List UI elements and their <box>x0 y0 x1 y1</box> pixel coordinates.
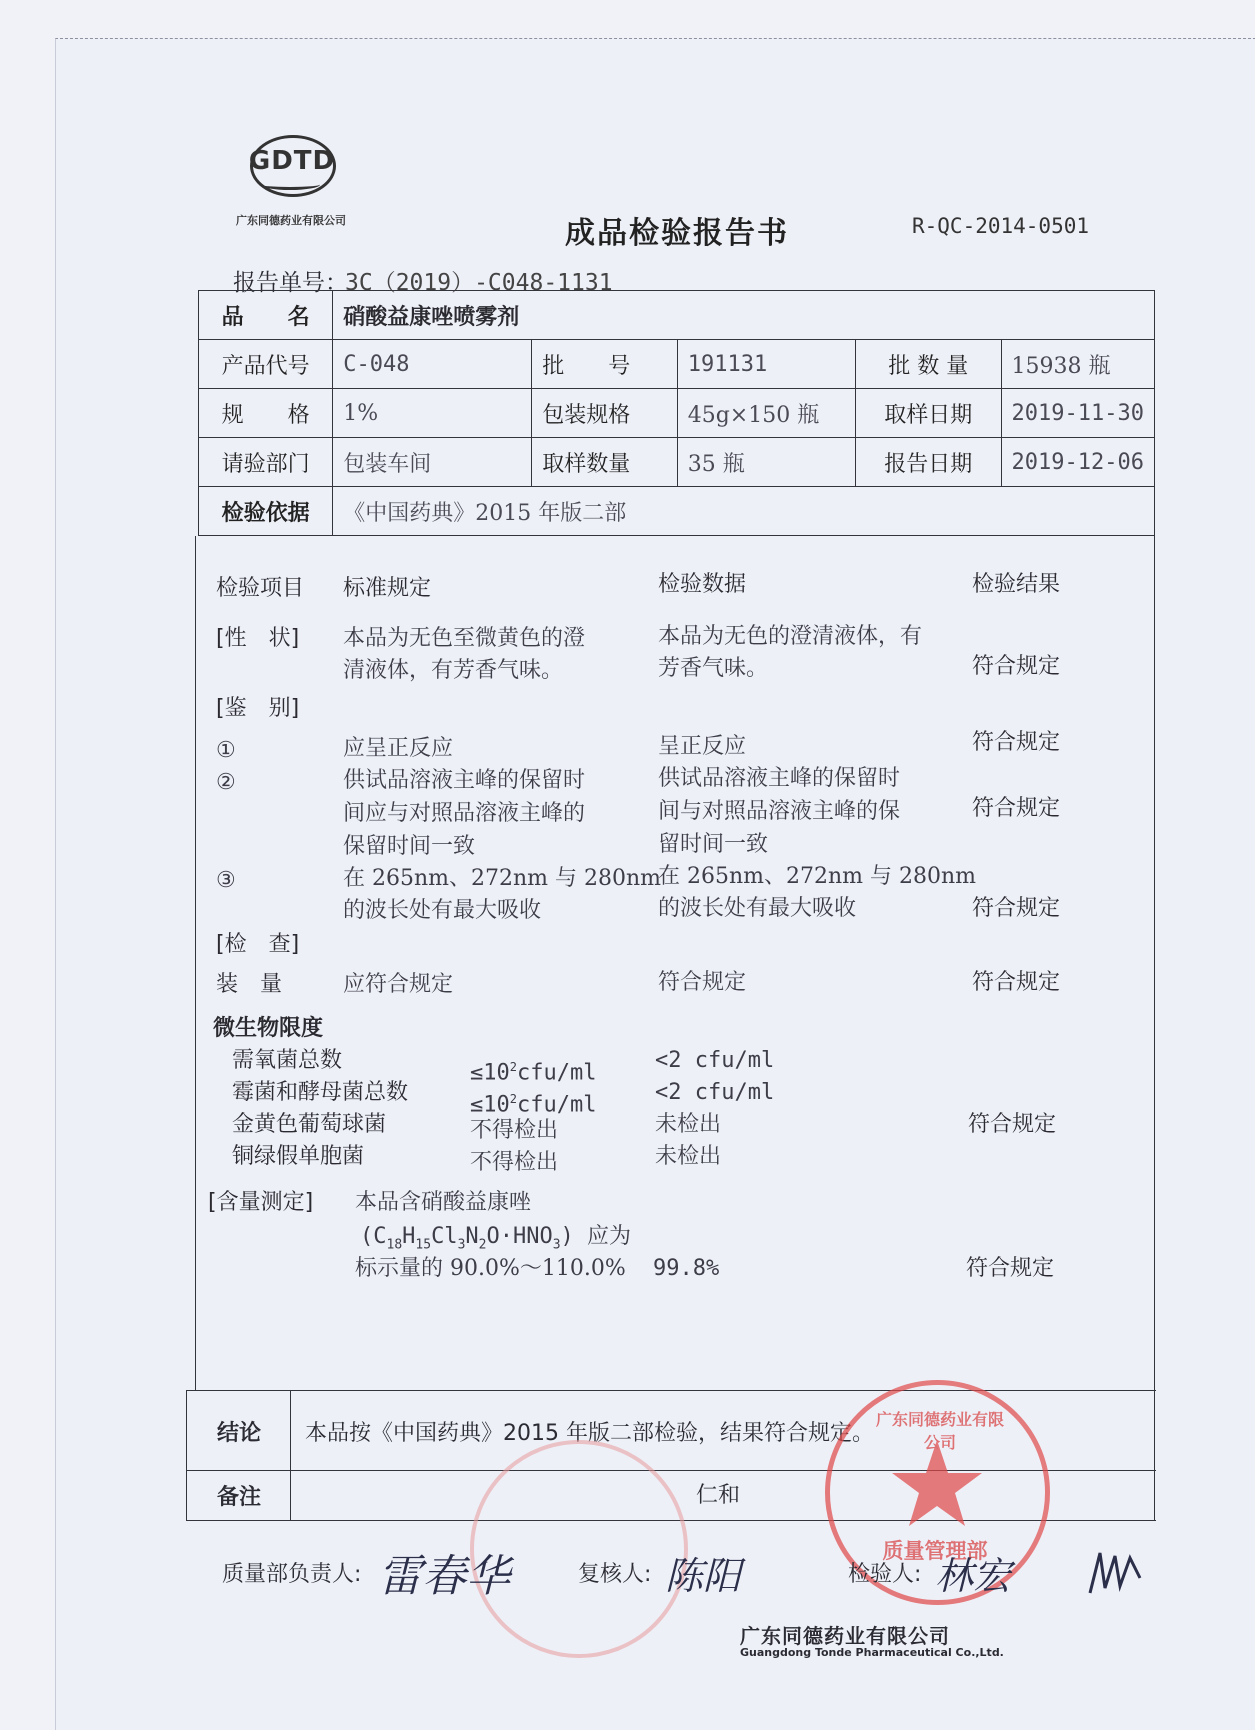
divider <box>1154 1390 1155 1520</box>
ident3-number: ③ <box>216 868 236 893</box>
ident2-standard: 保留时间一致 <box>343 834 476 859</box>
assay-standard: 本品含硝酸益康唑 <box>355 1190 532 1215</box>
logo-text: GDTD <box>248 146 336 176</box>
table-row <box>199 340 1155 389</box>
aerobic-data: <2 cfu/ml <box>655 1048 775 1073</box>
mold-std-unit: cfu/ml <box>516 1092 597 1118</box>
assay-result: 符合规定 <box>966 1256 1055 1281</box>
footer-company-en: Guangdong Tonde Pharmaceutical Co.,Ltd. <box>740 1646 1004 1659</box>
aerobic-std-prefix: ≤10 <box>470 1060 510 1086</box>
ident1-standard: 应呈正反应 <box>343 736 454 761</box>
mold-std-exp: 2 <box>509 1092 517 1106</box>
appearance-standard: 本品为无色至微黄色的澄 <box>343 626 586 651</box>
ident2-standard: 供试品溶液主峰的保留时 <box>343 768 586 793</box>
divider <box>290 1390 291 1520</box>
product-code-label: 产品代号 <box>199 340 333 389</box>
batch-qty-label: 批 数 量 <box>855 340 1001 389</box>
logo-wave-icon <box>260 179 320 190</box>
qa-head-signature: 雷春华 <box>378 1551 510 1602</box>
sample-qty-label: 取样数量 <box>532 438 678 487</box>
footer-company-cn: 广东同德药业有限公司 <box>740 1624 950 1648</box>
fill-result: 符合规定 <box>972 970 1061 995</box>
product-name-label: 品 名 <box>199 291 333 340</box>
report-no-label: 报告单号： <box>233 270 348 296</box>
ident3-standard: 的波长处有最大吸收 <box>343 898 542 923</box>
ident3-data: 的波长处有最大吸收 <box>658 896 857 921</box>
sample-date-label: 取样日期 <box>855 389 1001 438</box>
ident2-result: 符合规定 <box>972 796 1061 821</box>
stamp-department: 质量管理部 <box>882 1539 988 1563</box>
conclusion-text: 本品按《中国药典》2015 年版二部检验，结果符合规定。 <box>305 1421 874 1446</box>
assay-suffix: 应为 <box>587 1224 632 1249</box>
ident1-number: ① <box>216 738 236 763</box>
fill-data: 符合规定 <box>658 970 747 995</box>
stamp-company: 广东同德药业有限公司 <box>875 1410 1004 1452</box>
appearance-data: 芳香气味。 <box>658 656 769 681</box>
assay-data: 99.8% <box>653 1256 720 1281</box>
spec-label: 规 格 <box>199 389 333 438</box>
ident2-standard: 间应与对照品溶液主峰的 <box>343 801 586 826</box>
identification-label: [鉴 别] <box>216 696 300 721</box>
qa-head-label: 质量部负责人: <box>222 1562 362 1587</box>
table-row <box>199 438 1155 487</box>
logo-company-name: 广东同德药业有限公司 <box>236 214 346 227</box>
conclusion-label: 结论 <box>217 1421 262 1446</box>
assay-standard: 标示量的 90.0%～110.0% <box>355 1256 626 1281</box>
aerobic-std-exp: 2 <box>509 1060 517 1074</box>
assay-formula: $(C_{18}H_{15}Cl_3N_2O\cdot HNO_3)$ 应为 <box>360 1224 632 1253</box>
product-info-table <box>198 290 1155 536</box>
inspector-signature: 林宏 <box>935 1554 1012 1598</box>
appearance-result: 符合规定 <box>972 654 1061 679</box>
ident2-data: 留时间一致 <box>658 832 769 857</box>
fill-label: 装 量 <box>216 972 283 997</box>
dept-value: 包装车间 <box>333 438 532 487</box>
document-title: 成品检验报告书 <box>565 216 789 251</box>
pseudo-data: 未检出 <box>655 1144 722 1169</box>
spec-value: 1% <box>333 389 532 438</box>
report-date-value: 2019-12-06 <box>1001 438 1154 487</box>
col-result-header: 检验结果 <box>972 572 1061 597</box>
dept-label: 请验部门 <box>199 438 333 487</box>
sample-date-value: 2019-11-30 <box>1001 389 1154 438</box>
reviewer-signature: 陈阳 <box>665 1554 742 1598</box>
remark-label: 备注 <box>217 1485 262 1510</box>
report-date-label: 报告日期 <box>855 438 1001 487</box>
ident2-data: 间与对照品溶液主峰的保 <box>658 799 901 824</box>
staph-label: 金黄色葡萄球菌 <box>232 1112 387 1137</box>
table-row <box>199 487 1155 536</box>
mold-label: 霉菌和酵母菌总数 <box>232 1080 409 1105</box>
batch-qty-value: 15938 瓶 <box>1001 340 1154 389</box>
col-item-header: 检验项目 <box>216 576 305 601</box>
pseudo-standard: 不得检出 <box>470 1150 559 1175</box>
micro-label: 微生物限度 <box>213 1016 324 1041</box>
product-code-value: C-048 <box>333 340 532 389</box>
appearance-label: [性 状] <box>216 626 300 651</box>
ident1-result: 符合规定 <box>972 730 1061 755</box>
ident3-result: 符合规定 <box>972 896 1061 921</box>
package-label: 包装规格 <box>532 389 678 438</box>
inspector-label: 检验人: <box>848 1562 922 1587</box>
appearance-standard: 清液体，有芳香气味。 <box>343 658 564 683</box>
table-row <box>199 389 1155 438</box>
micro-result: 符合规定 <box>968 1112 1057 1137</box>
reviewer-label: 复核人: <box>578 1562 652 1587</box>
batch-no-label: 批 号 <box>532 340 678 389</box>
form-code: R-QC-2014-0501 <box>912 214 1090 238</box>
sample-qty-value: 35 瓶 <box>677 438 855 487</box>
report-no-value: 3C（2019）-C048-1131 <box>345 270 613 296</box>
aerobic-std-unit: cfu/ml <box>516 1060 597 1086</box>
ident3-standard: 在 265nm、272nm 与 280nm <box>343 866 662 891</box>
mold-data: <2 cfu/ml <box>655 1080 775 1105</box>
mold-std-prefix: ≤10 <box>470 1092 510 1118</box>
divider <box>186 1390 187 1520</box>
ident1-data: 呈正反应 <box>658 734 747 759</box>
company-logo <box>236 130 360 230</box>
ident2-number: ② <box>216 770 236 795</box>
ident3-data: 在 265nm、272nm 与 280nm <box>658 864 977 889</box>
pseudo-label: 铜绿假单胞菌 <box>232 1144 365 1169</box>
staph-standard: 不得检出 <box>470 1118 559 1143</box>
staph-data: 未检出 <box>655 1112 722 1137</box>
col-data-header: 检验数据 <box>658 572 747 597</box>
table-row <box>199 291 1155 340</box>
package-value: 45g×150 瓶 <box>677 389 855 438</box>
assay-label: [含量测定] <box>208 1190 314 1215</box>
appearance-data: 本品为无色的澄清液体，有 <box>658 624 923 649</box>
basis-value: 《中国药典》2015 年版二部 <box>333 487 1155 536</box>
basis-label: 检验依据 <box>199 487 333 536</box>
fill-standard: 应符合规定 <box>343 972 454 997</box>
product-name-value: 硝酸益康唑喷雾剂 <box>333 291 1155 340</box>
check-label: [检 查] <box>216 932 300 957</box>
inspector-initial-scribble-icon <box>1085 1548 1145 1598</box>
ident2-data: 供试品溶液主峰的保留时 <box>658 766 901 791</box>
remark-text: 仁和 <box>696 1483 741 1508</box>
aerobic-label: 需氧菌总数 <box>232 1048 343 1073</box>
col-standard-header: 标准规定 <box>343 576 432 601</box>
batch-no-value: 191131 <box>677 340 855 389</box>
